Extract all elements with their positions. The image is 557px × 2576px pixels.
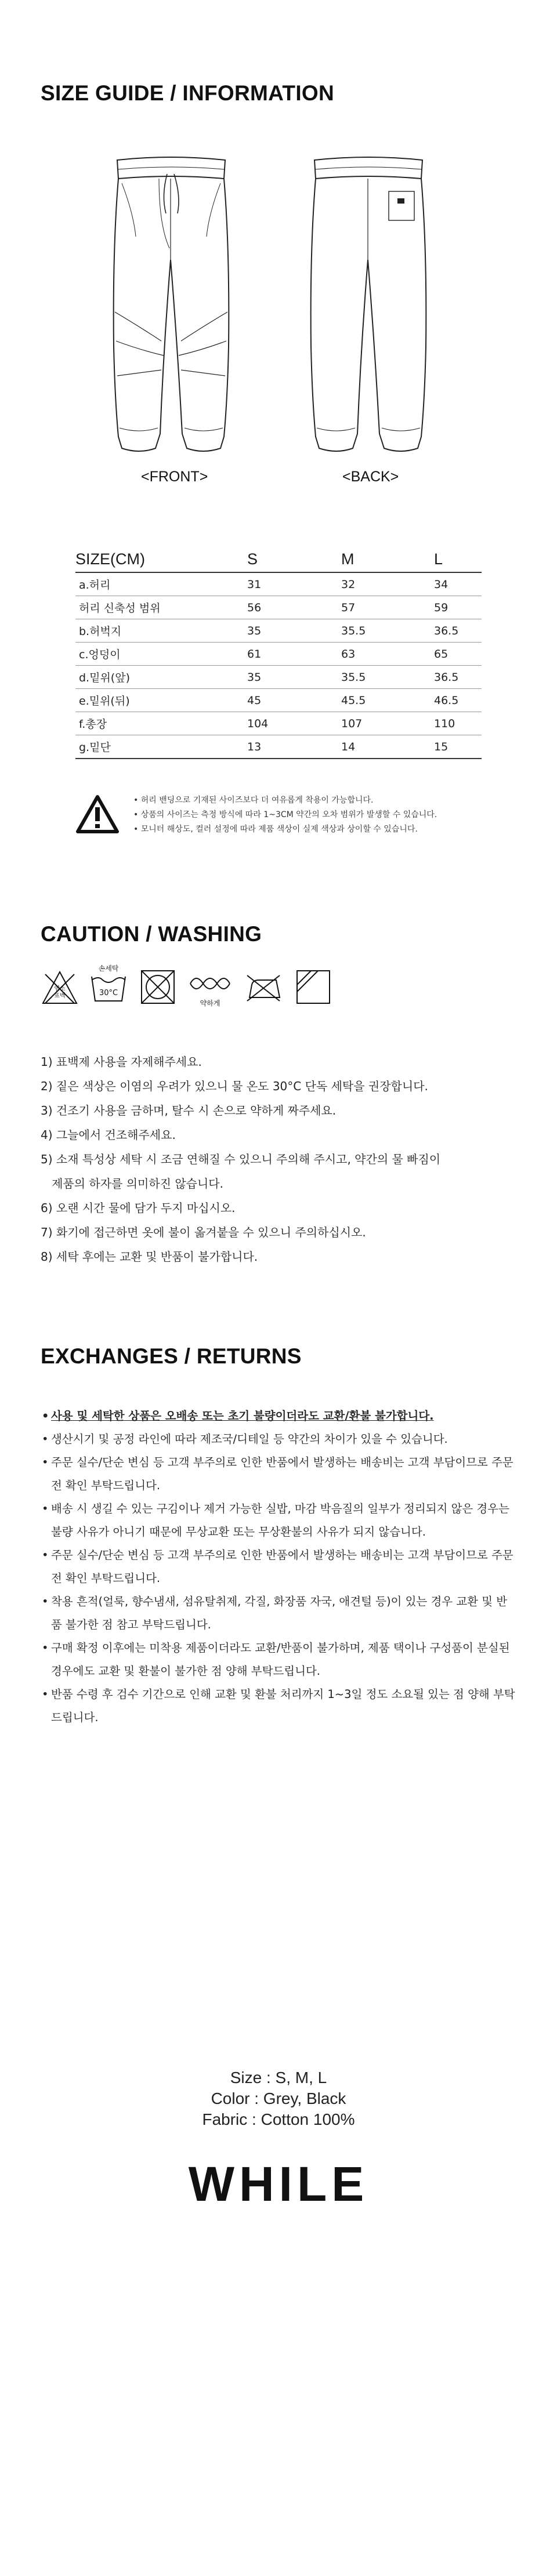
no-iron-icon [244, 968, 284, 1006]
exchange-item: • 생산시기 및 공정 라인에 따라 제조국/디테일 등 약간의 차이가 있을 수 있습니다. [41, 1428, 516, 1451]
product-fabric: Fabric : Cotton 100% [202, 2110, 355, 2128]
size-header-m: M [341, 550, 355, 568]
product-info [0, 2067, 557, 2130]
care-item: 제품의 하자를 의미하진 않습니다. [41, 1177, 223, 1191]
cell-m: 57 [341, 596, 434, 619]
cell-m: 107 [341, 712, 434, 735]
table-row [75, 596, 482, 619]
exchange-item: • 구매 확정 이후에는 미착용 제품이더라도 교환/반품이 불가하며, 제품 택이나 구성품이 분실된 경우에도 교환 및 환불이 불가한 점 양해 부탁드립니다. [41, 1637, 516, 1683]
cell-m: 35.5 [341, 666, 434, 689]
cell-l: 110 [434, 712, 482, 735]
care-item: 8) 세탁 후에는 교환 및 반품이 불가합니다. [41, 1250, 258, 1264]
size-guide-title: SIZE GUIDE / INFORMATION [41, 81, 335, 105]
table-row [75, 643, 482, 666]
size-table-header [75, 546, 482, 572]
cell-l: 65 [434, 643, 482, 666]
cell-s: 45 [247, 689, 341, 712]
care-item: 4) 그늘에서 건조해주세요. [41, 1128, 176, 1142]
cell-l: 46.5 [434, 689, 482, 712]
icon-label: 염소 [54, 986, 66, 992]
cell-l: 15 [434, 735, 482, 759]
size-header-s: S [247, 550, 258, 568]
care-item: 3) 건조기 사용을 금하며, 탈수 시 손으로 약하게 짜주세요. [41, 1104, 337, 1118]
row-label: d.밑위(앞) [75, 666, 247, 689]
cell-s: 31 [247, 572, 341, 596]
row-label: e.밑위(뒤) [75, 689, 247, 712]
care-item: 2) 짙은 색상은 이염의 우려가 있으니 물 온도 30°C 단독 세탁을 권장합니다. [41, 1079, 428, 1093]
pants-back-illustration [308, 155, 429, 463]
row-label: b.허벅지 [75, 619, 247, 643]
product-color: Color : Grey, Black [211, 2089, 346, 2107]
cell-l: 36.5 [434, 666, 482, 689]
exchange-item: • 주문 실수/단순 변심 등 고객 부주의로 인한 반품에서 발생하는 배송비는 고객 부담이므로 주문 전 확인 부탁드립니다. [41, 1544, 516, 1590]
row-label: f.총장 [75, 712, 247, 735]
cell-s: 13 [247, 735, 341, 759]
note-item: • 모니터 해상도, 컬러 설정에 따라 제품 색상이 실제 색상과 상이할 수 있습니다. [133, 822, 437, 837]
no-tumble-dry-icon [139, 968, 176, 1006]
size-header-label: SIZE(CM) [75, 550, 145, 568]
table-row [75, 572, 482, 596]
cell-m: 32 [341, 572, 434, 596]
row-label: a.허리 [75, 572, 247, 596]
care-item: 6) 오랜 시간 물에 담가 두지 마십시오. [41, 1201, 236, 1215]
gentle-twist-icon [187, 970, 233, 1008]
size-notes [133, 793, 437, 837]
front-label: <FRONT> [141, 469, 208, 485]
icon-label: 표백 [54, 993, 66, 999]
table-row [75, 619, 482, 643]
no-bleach-icon [41, 970, 79, 1006]
row-label: 허리 신축성 범위 [75, 596, 247, 619]
cell-s: 56 [247, 596, 341, 619]
row-label: g.밑단 [75, 735, 247, 759]
cell-m: 14 [341, 735, 434, 759]
caution-title: CAUTION / WASHING [41, 922, 262, 946]
care-instructions [41, 1050, 440, 1269]
care-item: 1) 표백제 사용을 자제해주세요. [41, 1055, 202, 1069]
exchanges-title: EXCHANGES / RETURNS [41, 1344, 302, 1368]
exchange-item: • 착용 흔적(얼룩, 향수냄새, 섬유탈취제, 각질, 화장품 자국, 애견털 등)이 있는 경우 교환 및 반품 불가한 점 참고 부탁드립니다. [41, 1590, 516, 1637]
care-item: 7) 화기에 접근하면 옷에 불이 옮겨붙을 수 있으니 주의하십시오. [41, 1225, 366, 1239]
cell-s: 35 [247, 666, 341, 689]
back-label: <BACK> [342, 469, 399, 485]
pants-front-illustration [110, 155, 232, 463]
icon-label: 30°C [99, 989, 118, 997]
icon-label: 약하게 [200, 999, 220, 1007]
exchange-item: • 반품 수령 후 검수 기간으로 인해 교환 및 환불 처리까지 1~3일 정도 소요될 있는 점 양해 부탁드립니다. [41, 1683, 516, 1729]
cell-s: 104 [247, 712, 341, 735]
hand-wash-30-icon [88, 963, 129, 1006]
exchange-item: • 배송 시 생길 수 있는 구김이나 제거 가능한 실밥, 마감 박음질의 일부가 정리되지 않은 경우는 불량 사유가 아니기 때문에 무상교환 또는 무상환불의 사유가 되지 않습니다. [41, 1497, 516, 1544]
table-row [75, 689, 482, 712]
table-row [75, 666, 482, 689]
note-item: • 상품의 사이즈는 측정 방식에 따라 1~3CM 약간의 오차 범위가 발생할 수 있습니다. [133, 808, 437, 822]
icon-label: 손세탁 [98, 964, 119, 973]
table-row [75, 712, 482, 735]
cell-m: 63 [341, 643, 434, 666]
warning-icon [75, 794, 120, 834]
size-table [75, 546, 482, 759]
exchanges-list [41, 1405, 516, 1729]
cell-l: 36.5 [434, 619, 482, 643]
brand-logo: WHILE [188, 2157, 369, 2211]
size-header-l: L [434, 550, 443, 568]
product-size: Size : S, M, L [230, 2069, 327, 2087]
cell-m: 35.5 [341, 619, 434, 643]
cell-s: 35 [247, 619, 341, 643]
care-item: 5) 소재 특성상 세탁 시 조금 연해질 수 있으니 주의해 주시고, 약간의 물 빠짐이 [41, 1152, 441, 1166]
cell-l: 59 [434, 596, 482, 619]
shade-dry-icon [295, 968, 332, 1006]
table-row [75, 735, 482, 759]
row-label: c.엉덩이 [75, 643, 247, 666]
cell-s: 61 [247, 643, 341, 666]
exchange-item: • 주문 실수/단순 변심 등 고객 부주의로 인한 반품에서 발생하는 배송비는 고객 부담이므로 주문 전 확인 부탁드립니다. [41, 1451, 516, 1497]
exchange-item: • 사용 및 세탁한 상품은 오배송 또는 초기 불량이더라도 교환/환불 불가합니다. [41, 1405, 516, 1428]
note-item: • 허리 밴딩으로 기재된 사이즈보다 더 여유롭게 착용이 가능합니다. [133, 793, 437, 808]
cell-m: 45.5 [341, 689, 434, 712]
cell-l: 34 [434, 572, 482, 596]
